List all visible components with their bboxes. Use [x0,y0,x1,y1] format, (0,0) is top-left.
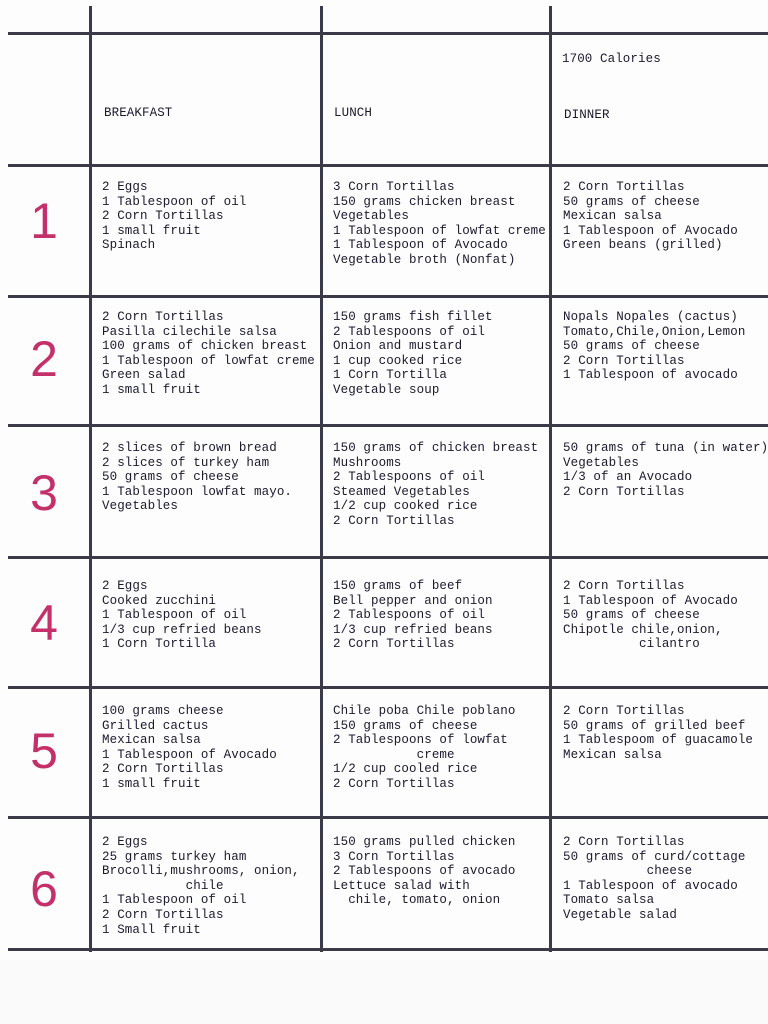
lunch-cell [333,180,546,268]
meal-item: 2 Corn Tortillas [333,513,455,528]
meal-item: 1 cup cooked rice [333,353,463,368]
meal-item: 2 Corn Tortillas [563,180,685,194]
meal-item: chile [102,878,224,893]
meal-item: 1 Tablespoom of guacamole [563,733,754,748]
meal-item: Mexican salsa [102,733,201,748]
grid-line [8,686,768,689]
meal-item: 2 Corn Tortillas [563,484,685,499]
meal-item: 2 Tablespoons of lowfat [333,733,508,748]
breakfast-cell [102,180,246,253]
meal-item: 2 Corn Tortillas [333,776,455,791]
meal-item: 1 Tablespoon lowfat mayo. [102,484,293,499]
meal-item: 1 Small fruit [102,922,201,937]
meal-item: Cooked zucchini [102,593,217,608]
meal-item: Spinach [102,238,156,253]
dinner-header: DINNER [564,108,610,122]
meal-item: Green salad [102,368,186,383]
meal-item: Vegetables [333,209,410,224]
lunch-header: LUNCH [334,106,373,120]
meal-item: Mexican salsa [563,747,662,762]
meal-item: 1 Tablespoon of oil [102,893,247,908]
dinner-cell [563,579,738,652]
meal-item: 2 Eggs [102,835,148,849]
meal-item: 1 small fruit [102,382,201,397]
meal-item: 1/3 cup refried beans [333,622,493,637]
meal-item: 1 Corn Tortilla [333,368,448,383]
meal-item: 50 grams of grilled beef [563,718,746,733]
meal-item: Pasilla cilechile salsa [102,324,277,339]
meal-item: 1/3 cup refried beans [102,622,262,637]
breakfast-cell [102,835,300,937]
meal-item: 50 grams of cheese [563,608,700,623]
meal-item: 2 Corn Tortillas [563,835,685,849]
day-number: 3 [30,465,58,521]
meal-item: Mexican salsa [563,209,662,224]
grid-line [8,948,768,951]
meal-item: 1 Tablespoon of oil [102,608,247,623]
grid-line [320,6,323,952]
meal-item: Vegetable soup [333,382,440,397]
meal-item: 2 Corn Tortillas [563,704,685,718]
meal-item: Nopals Nopales (cactus) [563,310,738,324]
calories-label: 1700 Calories [562,52,661,66]
meal-item: 2 Corn Tortillas [102,310,224,324]
meal-item: 1 small fruit [102,776,201,791]
meal-item: Chile poba Chile poblano [333,704,516,718]
meal-item: 2 Tablespoons of avocado [333,864,516,879]
meal-item: Grilled cactus [102,718,209,733]
meal-item: 2 Eggs [102,579,148,593]
day-number: 4 [30,595,58,651]
dinner-cell [563,441,768,499]
meal-item: Tomato,Chile,Onion,Lemon [563,324,746,339]
meal-item: Green beans (grilled) [563,238,723,253]
meal-item: Mushrooms [333,455,402,470]
meal-item: 1 small fruit [102,223,201,238]
meal-item: 1/2 cup cooked rice [333,499,478,514]
meal-item: Vegetable salad [563,907,678,922]
grid-line [89,6,92,952]
day-number: 6 [30,861,58,917]
meal-item: 2 Corn Tortillas [563,353,685,368]
lunch-cell [333,310,493,398]
meal-item: 2 Corn Tortillas [102,907,224,922]
grid-line [8,164,768,167]
meal-item: 2 slices of brown bread [102,441,277,455]
dinner-cell [563,180,738,253]
meal-item: 150 grams of beef [333,579,463,593]
dinner-cell [563,835,745,923]
meal-item: 1/3 of an Avocado [563,470,693,485]
meal-item: 150 grams chicken breast [333,194,516,209]
grid-line [8,424,768,427]
meal-item: Vegetables [563,455,640,470]
meal-item: 50 grams of tuna (in water) [563,441,768,455]
day-number: 5 [30,723,58,779]
meal-item: 2 slices of turkey ham [102,455,270,470]
meal-item: Lettuce salad with [333,878,470,893]
meal-item: cheese [563,864,693,879]
meal-item: Vegetables [102,499,179,514]
meal-item: 2 Corn Tortillas [333,637,455,652]
meal-item: creme [333,747,455,762]
meal-item: cilantro [563,637,700,652]
meal-item: 2 Corn Tortillas [102,209,224,224]
lunch-cell [333,579,493,652]
meal-item: Tomato salsa [563,893,655,908]
meal-item: 150 grams of chicken breast [333,441,539,455]
meal-item: 2 Corn Tortillas [563,579,685,593]
page-margin [0,960,768,1024]
meal-item: 25 grams turkey ham [102,849,247,864]
meal-item: 1/2 cup cooled rice [333,762,478,777]
meal-item: 2 Tablespoons of oil [333,324,486,339]
meal-item: chile, tomato, onion [333,893,501,908]
breakfast-header: BREAKFAST [104,106,173,120]
meal-item: 50 grams of curd/cottage [563,849,746,864]
grid-line [8,32,768,35]
meal-item: 3 Corn Tortillas [333,849,455,864]
breakfast-cell [102,310,315,398]
meal-item: Vegetable broth (Nonfat) [333,252,516,267]
dinner-cell [563,310,745,383]
meal-item: 2 Tablespoons of oil [333,470,486,485]
meal-item: 1 Corn Tortilla [102,637,217,652]
breakfast-cell [102,579,262,652]
lunch-cell [333,704,515,792]
lunch-cell [333,441,538,529]
breakfast-cell [102,441,292,514]
meal-item: 50 grams of cheese [563,339,700,354]
meal-item: 2 Corn Tortillas [102,762,224,777]
lunch-cell [333,835,515,908]
meal-item: 1 Tablespoon of avocado [563,878,738,893]
grid-line [8,556,768,559]
meal-item: 1 Tablespoon of Avocado [333,238,508,253]
meal-item: Bell pepper and onion [333,593,493,608]
grid-line [549,6,552,952]
meal-item: 1 Tablespoon of Avocado [563,593,738,608]
meal-item: 1 Tablespoon of Avocado [102,747,277,762]
meal-item: Chipotle chile,onion, [563,622,723,637]
meal-item: 150 grams fish fillet [333,310,493,324]
breakfast-cell [102,704,277,792]
day-number: 2 [30,331,58,387]
meal-item: 3 Corn Tortillas [333,180,455,194]
meal-item: 2 Eggs [102,180,148,194]
meal-item: 1 Tablespoon of lowfat creme [333,223,546,238]
grid-line [8,816,768,819]
meal-item: 150 grams pulled chicken [333,835,516,849]
meal-item: 50 grams of cheese [102,470,239,485]
meal-item: 1 Tablespoon of Avocado [563,223,738,238]
meal-item: 2 Tablespoons of oil [333,608,486,623]
meal-item: 150 grams of cheese [333,718,478,733]
meal-item: Onion and mustard [333,339,463,354]
meal-item: 100 grams of chicken breast [102,339,308,354]
meal-item: 1 Tablespoon of oil [102,194,247,209]
meal-item: 100 grams cheese [102,704,224,718]
meal-item: Brocolli,mushrooms, onion, [102,864,300,879]
grid-line [8,295,768,298]
meal-item: Steamed Vegetables [333,484,470,499]
day-number: 1 [30,193,58,249]
meal-item: 50 grams of cheese [563,194,700,209]
dinner-cell [563,704,753,762]
meal-item: 1 Tablespoon of lowfat creme [102,353,315,368]
meal-item: 1 Tablespoon of avocado [563,368,738,383]
